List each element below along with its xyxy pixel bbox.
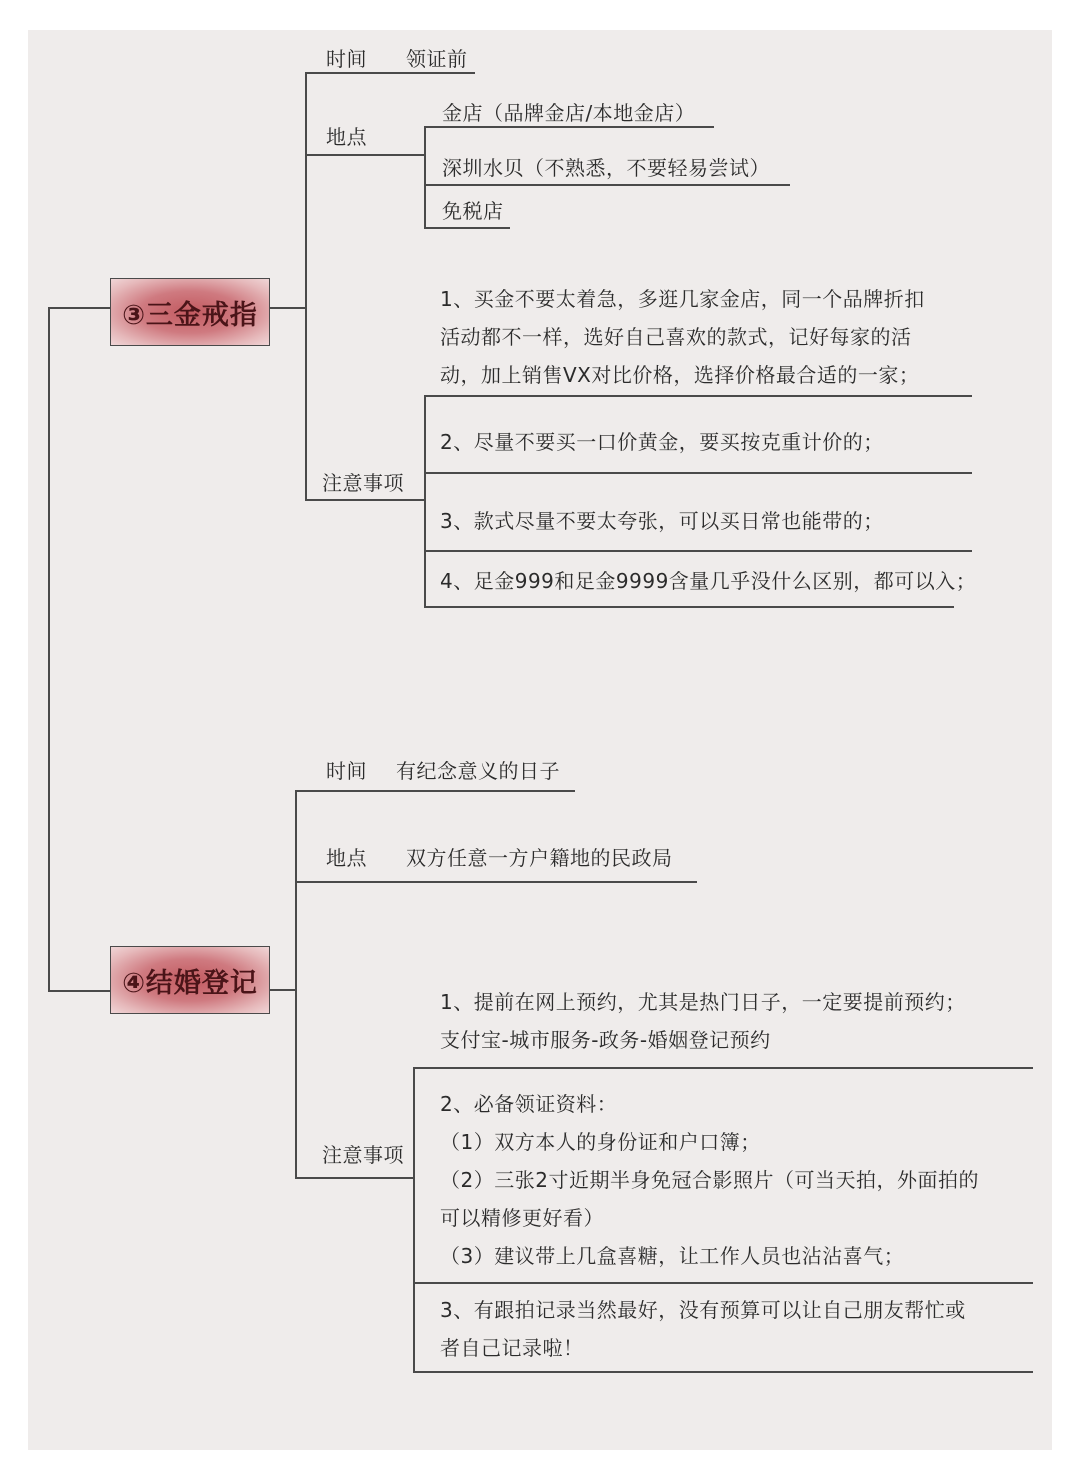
time-underline bbox=[305, 72, 475, 74]
time-value: 领证前 bbox=[406, 47, 468, 71]
place-item-line bbox=[424, 126, 714, 128]
note-line: 1、买金不要太着急，多逛几家金店，同一个品牌折扣 bbox=[440, 287, 925, 311]
note-underline bbox=[413, 1371, 1033, 1373]
note-line: （2）三张2寸近期半身免冠合影照片（可当天拍，外面拍的 bbox=[440, 1168, 979, 1192]
note-item bbox=[440, 1291, 966, 1367]
place-item-line bbox=[424, 184, 790, 186]
note-underline bbox=[424, 606, 954, 608]
branch-spine bbox=[295, 790, 297, 1178]
time-value: 有纪念意义的日子 bbox=[396, 759, 560, 783]
place-label: 地点 bbox=[326, 125, 367, 149]
trunk-line-bottom bbox=[48, 990, 110, 992]
place-spine bbox=[424, 126, 426, 228]
note-line: 者自己记录啦！ bbox=[440, 1336, 584, 1360]
time-underline bbox=[295, 790, 575, 792]
note-underline bbox=[413, 1282, 1033, 1284]
note-underline bbox=[424, 472, 972, 474]
connector bbox=[270, 307, 306, 309]
time-label: 时间 bbox=[326, 759, 367, 783]
trunk-line-vertical bbox=[48, 307, 50, 990]
note-item bbox=[440, 1085, 979, 1275]
node-jie-hun-deng-ji[interactable] bbox=[110, 946, 270, 1014]
place-item: 免税店 bbox=[442, 199, 504, 223]
note-line: （3）建议带上几盒喜糖，让工作人员也沾沾喜气； bbox=[440, 1244, 905, 1268]
note-line: 支付宝-城市服务-政务-婚姻登记预约 bbox=[440, 1028, 771, 1052]
place-item: 深圳水贝（不熟悉，不要轻易尝试） bbox=[442, 156, 770, 180]
node-san-jin-jie-zhi[interactable] bbox=[110, 278, 270, 346]
notes-label: 注意事项 bbox=[322, 1143, 404, 1167]
place-underline bbox=[295, 881, 697, 883]
note-line: 3、有跟拍记录当然最好，没有预算可以让自己朋友帮忙或 bbox=[440, 1298, 966, 1322]
node-title: ③三金戒指 bbox=[122, 299, 258, 331]
notes-underline bbox=[305, 499, 425, 501]
note-line: 4、足金999和足金9999含量几乎没什么区别，都可以入； bbox=[440, 569, 977, 593]
notes-spine bbox=[413, 1067, 415, 1372]
node-title: ④结婚登记 bbox=[122, 967, 258, 999]
note-item bbox=[440, 280, 925, 394]
place-item-line bbox=[424, 227, 510, 229]
notes-spine bbox=[424, 395, 426, 607]
note-line: 动，加上销售VX对比价格，选择价格最合适的一家； bbox=[440, 363, 920, 387]
note-underline bbox=[424, 550, 972, 552]
note-line: 2、必备领证资料： bbox=[440, 1092, 618, 1116]
note-item bbox=[440, 423, 884, 461]
place-value: 双方任意一方户籍地的民政局 bbox=[406, 846, 673, 870]
notes-underline bbox=[295, 1177, 415, 1179]
notes-label: 注意事项 bbox=[322, 471, 404, 495]
place-item: 金店（品牌金店/本地金店） bbox=[442, 101, 696, 125]
note-item bbox=[440, 502, 884, 540]
place-underline bbox=[305, 154, 425, 156]
note-line: 活动都不一样，选好自己喜欢的款式，记好每家的活 bbox=[440, 325, 912, 349]
trunk-line-top bbox=[48, 307, 110, 309]
branch-spine bbox=[305, 72, 307, 500]
note-item bbox=[440, 983, 966, 1059]
place-label: 地点 bbox=[326, 846, 367, 870]
note-item bbox=[440, 562, 976, 600]
note-underline bbox=[413, 1067, 1033, 1069]
note-line: 可以精修更好看） bbox=[440, 1206, 604, 1230]
note-line: 2、尽量不要买一口价黄金，要买按克重计价的； bbox=[440, 430, 884, 454]
time-label: 时间 bbox=[326, 47, 367, 71]
note-underline bbox=[424, 395, 972, 397]
note-line: 1、提前在网上预约，尤其是热门日子，一定要提前预约； bbox=[440, 990, 966, 1014]
connector bbox=[270, 989, 296, 991]
note-line: 3、款式尽量不要太夸张，可以买日常也能带的； bbox=[440, 509, 884, 533]
note-line: （1）双方本人的身份证和户口簿； bbox=[440, 1130, 761, 1154]
